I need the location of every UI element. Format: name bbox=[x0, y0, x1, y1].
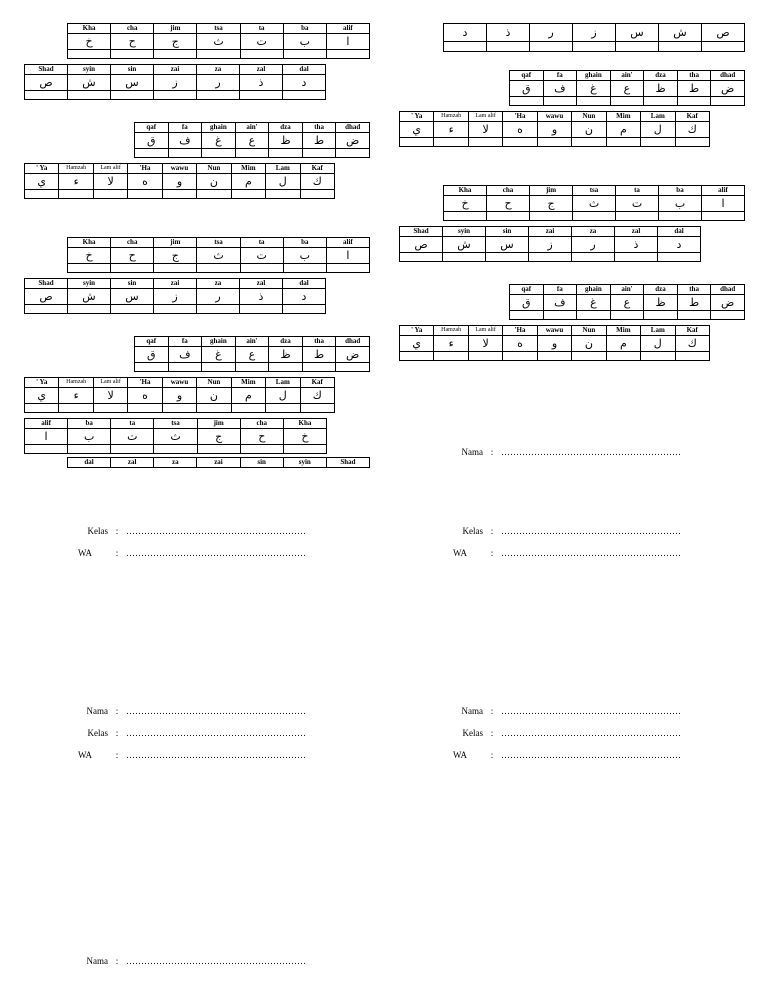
letter-jim: ج bbox=[154, 248, 197, 264]
letter-lam: ل bbox=[641, 336, 675, 352]
header-hamzah: Hamzah bbox=[434, 326, 468, 336]
letter-lam: ل bbox=[266, 174, 300, 190]
letter-dhad: ض bbox=[336, 133, 370, 149]
letter-lam-alif: لا bbox=[468, 122, 502, 138]
header-jim: jim bbox=[154, 24, 197, 34]
letter-syin: ش bbox=[68, 289, 111, 305]
letter-dal: د bbox=[283, 75, 326, 91]
header-tsa: tsa bbox=[573, 186, 616, 196]
header-jim: jim bbox=[154, 238, 197, 248]
header-qaf: qaf bbox=[135, 337, 169, 347]
letter-dza: ظ bbox=[269, 347, 303, 363]
header-dza: dza bbox=[269, 337, 303, 347]
letter-ta: ت bbox=[240, 34, 283, 50]
header-shad: Shad bbox=[400, 227, 443, 237]
letter-nun: ن bbox=[197, 388, 231, 404]
header-cha: cha bbox=[111, 24, 154, 34]
header-sin: sin bbox=[111, 279, 154, 289]
header-kaf: Kaf bbox=[675, 112, 710, 122]
header-ta: ta bbox=[616, 186, 659, 196]
letter-kha: خ bbox=[68, 248, 111, 264]
letter-ba: ب bbox=[659, 196, 702, 212]
letter-kha: خ bbox=[444, 196, 487, 212]
letter-dhad: ض bbox=[711, 81, 745, 97]
letter-table-kha-alif bbox=[443, 185, 745, 221]
letter-tha: ط bbox=[302, 347, 336, 363]
header-lam-alif: Lam alif bbox=[93, 164, 127, 174]
letter-table-qaf-dhad bbox=[134, 336, 370, 372]
header-za: za bbox=[154, 458, 197, 468]
header-lam: Lam bbox=[266, 164, 300, 174]
kelas-field[interactable]: Kelas : …………………………………………………… bbox=[78, 728, 306, 739]
header-ain: ain' bbox=[610, 285, 644, 295]
letter-table-qaf-dhad bbox=[134, 122, 370, 158]
wa-field[interactable]: WA : …………………………………………………… bbox=[78, 548, 306, 558]
letter-qaf: ق bbox=[510, 295, 544, 311]
kelas-label: Kelas bbox=[462, 728, 483, 738]
letter-zai: ز bbox=[154, 289, 197, 305]
header-ain: ain' bbox=[235, 123, 269, 133]
header-qaf: qaf bbox=[510, 71, 544, 81]
header-syin: syin bbox=[443, 227, 486, 237]
letter-lam-alif: لا bbox=[93, 388, 127, 404]
header-syin: syin bbox=[283, 458, 326, 468]
header-kaf: Kaf bbox=[300, 164, 335, 174]
header-dhad: dhad bbox=[336, 337, 370, 347]
letter-ta: ت bbox=[240, 248, 283, 264]
header-ta: ta bbox=[240, 238, 283, 248]
header-kha: Kha bbox=[444, 186, 487, 196]
letter-qaf: ق bbox=[135, 347, 169, 363]
letter-syin: ش bbox=[68, 75, 111, 91]
header-lam: Lam bbox=[641, 326, 675, 336]
header-hamzah: Hamzah bbox=[434, 112, 468, 122]
header-shad: Shad bbox=[25, 279, 68, 289]
letter-alif: ا bbox=[326, 248, 369, 264]
letter-zai: ز bbox=[154, 75, 197, 91]
letter-shad: ص bbox=[400, 237, 443, 253]
letter-ain: ع bbox=[610, 295, 644, 311]
letter-dal: د bbox=[444, 24, 487, 42]
nama-field[interactable]: Nama : …………………………………………………… bbox=[453, 706, 681, 717]
letter-tha: ط bbox=[677, 295, 711, 311]
header-zal: zal bbox=[240, 279, 283, 289]
letter-shad: ص bbox=[25, 289, 68, 305]
letter-fa: ف bbox=[168, 347, 202, 363]
letter-syin: ش bbox=[443, 237, 486, 253]
wa-label: WA bbox=[78, 750, 92, 760]
letter-shad: ص bbox=[702, 24, 745, 42]
header-fa: fa bbox=[543, 285, 577, 295]
header-zai: zai bbox=[154, 279, 197, 289]
header-zai: zai bbox=[529, 227, 572, 237]
letter-zal: ذ bbox=[240, 289, 283, 305]
letter-hamzah: ء bbox=[59, 174, 93, 190]
letter-tsa: ث bbox=[573, 196, 616, 212]
letter-kaf: ك bbox=[675, 336, 710, 352]
letter-wawu: و bbox=[162, 174, 196, 190]
header-sin: sin bbox=[486, 227, 529, 237]
header-syin: syin bbox=[68, 65, 111, 75]
letter-zai: ز bbox=[529, 237, 572, 253]
header-tha: tha bbox=[677, 71, 711, 81]
header-dal: dal bbox=[283, 65, 326, 75]
letter-hamzah: ء bbox=[434, 122, 468, 138]
header-dal: dal bbox=[283, 279, 326, 289]
letter-cha: ح bbox=[487, 196, 530, 212]
letter-ya: ي bbox=[25, 388, 59, 404]
letter-shad: ص bbox=[25, 75, 68, 91]
header-sin: sin bbox=[111, 65, 154, 75]
header-dhad: dhad bbox=[711, 71, 745, 81]
header-lam-alif: Lam alif bbox=[468, 112, 502, 122]
header-mim: Mim bbox=[231, 164, 265, 174]
letter-ta: ت bbox=[111, 429, 154, 445]
letter-zal: ذ bbox=[240, 75, 283, 91]
header-ha: 'Ha bbox=[503, 326, 537, 336]
letter-zal: ذ bbox=[487, 24, 530, 42]
letter-table-shad-dal bbox=[24, 278, 326, 314]
header-zal: zal bbox=[111, 458, 154, 468]
header-ya: ' Ya bbox=[25, 164, 59, 174]
header-fa: fa bbox=[168, 123, 202, 133]
header-nun: Nun bbox=[572, 112, 606, 122]
letter-qaf: ق bbox=[510, 81, 544, 97]
nama-label: Nama bbox=[86, 706, 108, 716]
header-ba: ba bbox=[283, 24, 326, 34]
letter-mim: م bbox=[606, 336, 640, 352]
letter-ghain: غ bbox=[202, 347, 236, 363]
nama-field[interactable]: Nama : …………………………………………………… bbox=[78, 706, 306, 717]
letter-alif: ا bbox=[326, 34, 369, 50]
header-hamzah: Hamzah bbox=[59, 164, 93, 174]
kelas-dots: …………………………………………………… bbox=[501, 728, 681, 738]
letter-table-ya-kaf bbox=[399, 111, 710, 147]
letter-lam-alif: لا bbox=[93, 174, 127, 190]
kelas-label: Kelas bbox=[462, 526, 483, 536]
header-tha: tha bbox=[302, 123, 336, 133]
header-tha: tha bbox=[302, 337, 336, 347]
header-jim: jim bbox=[197, 419, 240, 429]
letter-wawu: و bbox=[537, 336, 571, 352]
header-shad: Shad bbox=[326, 458, 369, 468]
wa-field[interactable]: WA : …………………………………………………… bbox=[78, 750, 306, 760]
header-dza: dza bbox=[644, 71, 678, 81]
kelas-dots: …………………………………………………… bbox=[126, 728, 306, 738]
letter-dhad: ض bbox=[336, 347, 370, 363]
header-sin: sin bbox=[240, 458, 283, 468]
letter-tsa: ث bbox=[197, 34, 240, 50]
kelas-field[interactable]: Kelas : …………………………………………………… bbox=[453, 728, 681, 739]
header-wawu: wawu bbox=[162, 164, 196, 174]
letter-sin: س bbox=[111, 289, 154, 305]
letter-mim: م bbox=[231, 388, 265, 404]
letter-ha: ه bbox=[503, 122, 537, 138]
kelas-label: Kelas bbox=[87, 526, 108, 536]
nama-label: Nama bbox=[461, 706, 483, 716]
letter-cha: ح bbox=[111, 34, 154, 50]
letter-tsa: ث bbox=[197, 248, 240, 264]
header-shad: Shad bbox=[25, 65, 68, 75]
header-lam-alif: Lam alif bbox=[468, 326, 502, 336]
letter-fa: ف bbox=[543, 81, 577, 97]
header-qaf: qaf bbox=[510, 285, 544, 295]
letter-zai: ز bbox=[573, 24, 616, 42]
letter-table-ya-kaf bbox=[24, 163, 335, 199]
letter-syin: ش bbox=[659, 24, 702, 42]
header-ba: ba bbox=[68, 419, 111, 429]
letter-jim: ج bbox=[530, 196, 573, 212]
header-ha: 'Ha bbox=[128, 164, 162, 174]
header-zai: zai bbox=[197, 458, 240, 468]
kelas-label: Kelas bbox=[87, 728, 108, 738]
header-kha: Kha bbox=[68, 238, 111, 248]
wa-label: WA bbox=[78, 548, 92, 558]
letter-table-ya-kaf bbox=[399, 325, 710, 361]
letter-ta: ت bbox=[616, 196, 659, 212]
letter-ha: ه bbox=[128, 174, 162, 190]
header-alif: alif bbox=[326, 238, 369, 248]
letter-ba: ب bbox=[283, 34, 326, 50]
header-cha: cha bbox=[487, 186, 530, 196]
letter-hamzah: ء bbox=[59, 388, 93, 404]
letter-kaf: ك bbox=[675, 122, 710, 138]
letter-za: ر bbox=[197, 75, 240, 91]
header-dhad: dhad bbox=[336, 123, 370, 133]
letter-sin: س bbox=[111, 75, 154, 91]
header-ghain: ghain bbox=[202, 123, 236, 133]
letter-ghain: غ bbox=[202, 133, 236, 149]
letter-dal: د bbox=[283, 289, 326, 305]
letter-table-dal-shad bbox=[67, 457, 370, 468]
letter-tsa: ث bbox=[154, 429, 197, 445]
letter-ghain: غ bbox=[577, 81, 611, 97]
wa-label: WA bbox=[453, 750, 467, 760]
header-tha: tha bbox=[677, 285, 711, 295]
header-alif: alif bbox=[25, 419, 68, 429]
letter-wawu: و bbox=[537, 122, 571, 138]
letter-zal: ذ bbox=[615, 237, 658, 253]
wa-dots: …………………………………………………… bbox=[501, 750, 681, 760]
letter-nun: ن bbox=[572, 336, 606, 352]
header-za: za bbox=[197, 279, 240, 289]
header-tsa: tsa bbox=[154, 419, 197, 429]
header-ta: ta bbox=[240, 24, 283, 34]
letter-jim: ج bbox=[154, 34, 197, 50]
letter-za: ر bbox=[197, 289, 240, 305]
header-jim: jim bbox=[530, 186, 573, 196]
letter-dal: د bbox=[658, 237, 701, 253]
letter-hamzah: ء bbox=[434, 336, 468, 352]
letter-kha: خ bbox=[283, 429, 326, 445]
nama-dots: …………………………………………………… bbox=[126, 956, 306, 966]
letter-nun: ن bbox=[197, 174, 231, 190]
letter-table-shad-dal bbox=[24, 64, 326, 100]
header-lam-alif: Lam alif bbox=[93, 378, 127, 388]
header-tsa: tsa bbox=[197, 24, 240, 34]
letter-ain: ع bbox=[610, 81, 644, 97]
header-kaf: Kaf bbox=[675, 326, 710, 336]
letter-table-alif-kha bbox=[24, 418, 327, 454]
header-fa: fa bbox=[543, 71, 577, 81]
header-dal: dal bbox=[658, 227, 701, 237]
header-ta: ta bbox=[111, 419, 154, 429]
header-cha: cha bbox=[240, 419, 283, 429]
header-syin: syin bbox=[68, 279, 111, 289]
letter-table-ya-kaf bbox=[24, 377, 335, 413]
letter-ba: ب bbox=[68, 429, 111, 445]
letter-sin: س bbox=[486, 237, 529, 253]
nama-field[interactable]: Nama : …………………………………………………… bbox=[78, 956, 306, 967]
header-ba: ba bbox=[283, 238, 326, 248]
nama-dots: …………………………………………………… bbox=[501, 447, 681, 457]
letter-tha: ط bbox=[302, 133, 336, 149]
header-fa: fa bbox=[168, 337, 202, 347]
header-dza: dza bbox=[644, 285, 678, 295]
letter-kaf: ك bbox=[300, 174, 335, 190]
letter-ya: ي bbox=[400, 336, 434, 352]
header-cha: cha bbox=[111, 238, 154, 248]
letter-kaf: ك bbox=[300, 388, 335, 404]
letter-ghain: غ bbox=[577, 295, 611, 311]
header-ghain: ghain bbox=[577, 285, 611, 295]
header-wawu: wawu bbox=[537, 112, 571, 122]
letter-za: ر bbox=[572, 237, 615, 253]
header-nun: Nun bbox=[197, 164, 231, 174]
header-za: za bbox=[572, 227, 615, 237]
header-dhad: dhad bbox=[711, 285, 745, 295]
nama-dots: …………………………………………………… bbox=[501, 706, 681, 716]
letter-dza: ظ bbox=[269, 133, 303, 149]
header-ain: ain' bbox=[235, 337, 269, 347]
header-wawu: wawu bbox=[537, 326, 571, 336]
header-kha: Kha bbox=[283, 419, 326, 429]
header-lam: Lam bbox=[266, 378, 300, 388]
letter-kha: خ bbox=[68, 34, 111, 50]
header-alif: alif bbox=[702, 186, 745, 196]
kelas-dots: …………………………………………………… bbox=[501, 526, 681, 536]
letter-table-shad-dal bbox=[399, 226, 701, 262]
header-nun: Nun bbox=[572, 326, 606, 336]
header-qaf: qaf bbox=[135, 123, 169, 133]
letter-table-kha-alif bbox=[67, 237, 370, 273]
header-hamzah: Hamzah bbox=[59, 378, 93, 388]
wa-dots: …………………………………………………… bbox=[126, 548, 306, 558]
nama-dots: …………………………………………………… bbox=[126, 706, 306, 716]
header-ba: ba bbox=[659, 186, 702, 196]
wa-dots: …………………………………………………… bbox=[126, 750, 306, 760]
letter-nun: ن bbox=[572, 122, 606, 138]
letter-fa: ف bbox=[168, 133, 202, 149]
header-zai: zai bbox=[154, 65, 197, 75]
letter-alif: ا bbox=[25, 429, 68, 445]
letter-table-dal-shad-top bbox=[443, 23, 745, 52]
header-tsa: tsa bbox=[197, 238, 240, 248]
letter-mim: م bbox=[606, 122, 640, 138]
wa-label: WA bbox=[453, 548, 467, 558]
header-mim: Mim bbox=[606, 112, 640, 122]
header-alif: alif bbox=[326, 24, 369, 34]
nama-label: Nama bbox=[461, 447, 483, 457]
header-lam: Lam bbox=[641, 112, 675, 122]
header-mim: Mim bbox=[231, 378, 265, 388]
header-ain: ain' bbox=[610, 71, 644, 81]
letter-cha: ح bbox=[240, 429, 283, 445]
header-za: za bbox=[197, 65, 240, 75]
header-ghain: ghain bbox=[202, 337, 236, 347]
header-zal: zal bbox=[240, 65, 283, 75]
letter-cha: ح bbox=[111, 248, 154, 264]
kelas-dots: …………………………………………………… bbox=[126, 526, 306, 536]
wa-dots: …………………………………………………… bbox=[501, 548, 681, 558]
letter-ain: ع bbox=[235, 347, 269, 363]
header-kha: Kha bbox=[68, 24, 111, 34]
header-mim: Mim bbox=[606, 326, 640, 336]
letter-ya: ي bbox=[25, 174, 59, 190]
kelas-field[interactable]: Kelas : …………………………………………………… bbox=[453, 526, 681, 537]
letter-ba: ب bbox=[283, 248, 326, 264]
letter-mim: م bbox=[231, 174, 265, 190]
header-ya: ' Ya bbox=[25, 378, 59, 388]
letter-jim: ج bbox=[197, 429, 240, 445]
letter-tha: ط bbox=[677, 81, 711, 97]
wa-field[interactable]: WA : …………………………………………………… bbox=[453, 750, 681, 760]
header-kaf: Kaf bbox=[300, 378, 335, 388]
letter-wawu: و bbox=[162, 388, 196, 404]
letter-sin: س bbox=[616, 24, 659, 42]
header-nun: Nun bbox=[197, 378, 231, 388]
letter-alif: ا bbox=[702, 196, 745, 212]
wa-field[interactable]: WA : …………………………………………………… bbox=[453, 548, 681, 558]
letter-table-kha-alif bbox=[67, 23, 370, 59]
nama-label: Nama bbox=[86, 956, 108, 966]
letter-table-qaf-dhad bbox=[509, 70, 745, 106]
header-ha: 'Ha bbox=[128, 378, 162, 388]
header-ya: ' Ya bbox=[400, 326, 434, 336]
letter-table-qaf-dhad bbox=[509, 284, 745, 320]
header-wawu: wawu bbox=[162, 378, 196, 388]
letter-fa: ف bbox=[543, 295, 577, 311]
header-ha: 'Ha bbox=[503, 112, 537, 122]
letter-ha: ه bbox=[128, 388, 162, 404]
letter-dza: ظ bbox=[644, 295, 678, 311]
letter-ha: ه bbox=[503, 336, 537, 352]
letter-qaf: ق bbox=[135, 133, 169, 149]
header-zal: zal bbox=[615, 227, 658, 237]
letter-za: ر bbox=[530, 24, 573, 42]
kelas-field[interactable]: Kelas : …………………………………………………… bbox=[78, 526, 306, 537]
nama-field[interactable]: Nama : …………………………………………………… bbox=[453, 447, 681, 458]
header-ya: ' Ya bbox=[400, 112, 434, 122]
letter-dhad: ض bbox=[711, 295, 745, 311]
letter-lam: ل bbox=[641, 122, 675, 138]
letter-ya: ي bbox=[400, 122, 434, 138]
letter-lam-alif: لا bbox=[468, 336, 502, 352]
letter-lam: ل bbox=[266, 388, 300, 404]
letter-ain: ع bbox=[235, 133, 269, 149]
header-dal: dal bbox=[68, 458, 111, 468]
letter-dza: ظ bbox=[644, 81, 678, 97]
header-ghain: ghain bbox=[577, 71, 611, 81]
header-dza: dza bbox=[269, 123, 303, 133]
